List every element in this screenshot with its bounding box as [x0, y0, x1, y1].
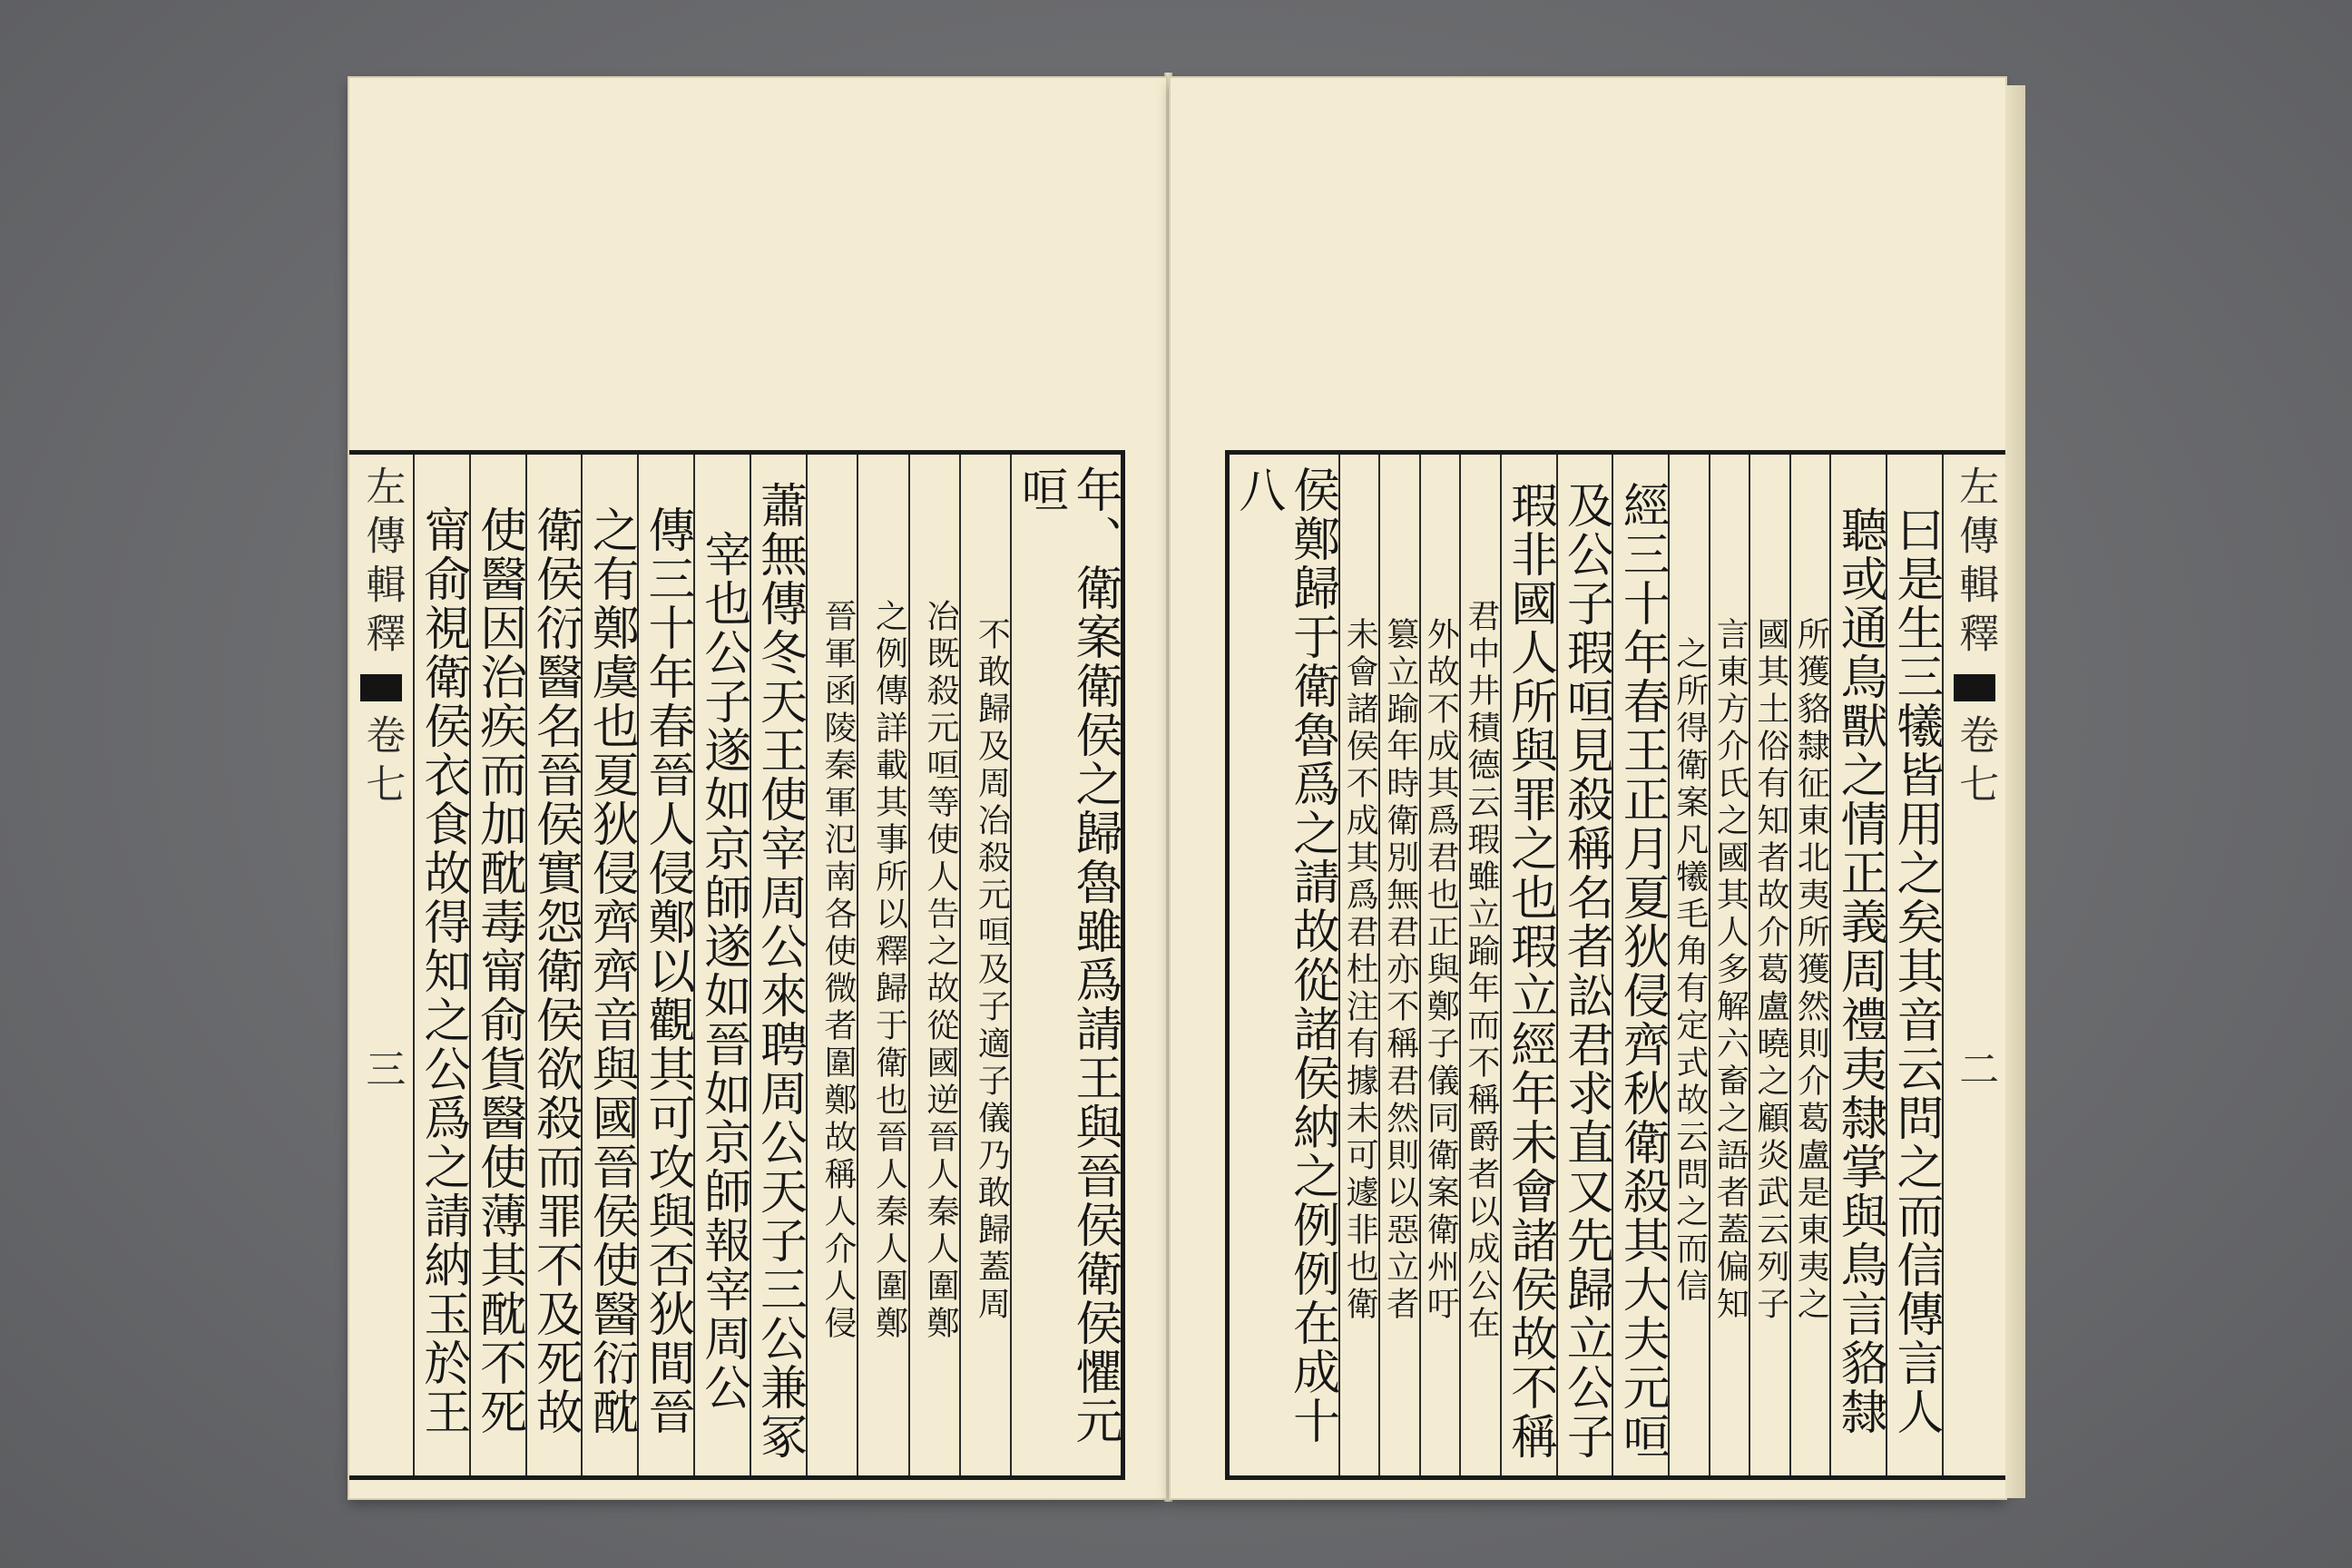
right-text-frame — [1225, 450, 2005, 1480]
right-text-column: 聽或通鳥獸之情正義周禮夷隸掌與鳥言貉隸 — [1829, 455, 1886, 1475]
left-text-column: 傳三十年春晉人侵鄭以觀其可攻與否狄間晉 — [637, 455, 693, 1475]
left-text-column: 蕭無傳冬天王使宰周公來聘周公天子三公兼冢 — [750, 455, 806, 1475]
left-text-column: 宰也公子遂如京師遂如晉如京師報宰周公 — [693, 455, 750, 1475]
right-text-column: 君中井積德云瑕雖立踰年而不稱爵者以成公在 — [1459, 455, 1500, 1475]
left-text-column: 甯俞視衛侯衣食故得知之公爲之請納玉於王 — [413, 455, 469, 1475]
left-text-column: 衛侯衍醫名晉侯實怨衛侯欲殺而罪不及死故 — [525, 455, 582, 1475]
left-text-frame — [349, 450, 1125, 1480]
left-text-column: 冶既殺元咺等使人告之故從國逆晉人秦人圍鄭 — [908, 455, 959, 1475]
right-text-column: 未會諸侯不成其爲君杜注有據未可遽非也衛 — [1338, 455, 1379, 1475]
right-columns — [1230, 455, 2005, 1475]
left-columns — [349, 455, 1121, 1475]
right-text-column: 之所得衛案凡犧毛角有定式故云問之而信 — [1668, 455, 1709, 1475]
fishtail-marker — [1954, 674, 1995, 701]
right-text-column: 外故不成其爲君也正與鄭子儀同衛案衛州吁 — [1419, 455, 1460, 1475]
right-text-column: 國其土俗有知者故介葛盧曉之顧炎武云列子 — [1749, 455, 1789, 1475]
left-volume-number: 卷七 — [358, 714, 406, 812]
right-text-column: 經三十年春王正月夏狄侵齊秋衛殺其大夫元咺 — [1612, 455, 1668, 1475]
left-text-column: 不敢歸及周冶殺元咺及子適子儀乃敢歸蓋周 — [959, 455, 1010, 1475]
left-page-number: 三 — [358, 1048, 406, 1097]
right-text-column: 所獲貉隸征東北夷所獲然則介葛盧是東夷之 — [1789, 455, 1830, 1475]
left-text-column: 使醫因治疾而加酖毒甯俞貨醫使薄其酖不死 — [469, 455, 525, 1475]
left-text-column: 年、衛案衛侯之歸魯雖爲請王與晉侯衛侯懼元咺 — [1010, 455, 1121, 1475]
right-book-title: 左傳輯釋 — [1952, 466, 1999, 662]
right-text-column: 篡立踰年時衛別無君亦不稱君然則以惡立者 — [1378, 455, 1419, 1475]
right-text-column: 言東方介氏之國其人多解六畜之語者蓋偏知 — [1709, 455, 1749, 1475]
left-text-column: 之例傳詳載其事所以釋歸于衛也晉人秦人圍鄭 — [857, 455, 907, 1475]
left-text-column: 晉軍函陵秦軍氾南各使微者圍鄭故稱人介人侵 — [806, 455, 857, 1475]
fishtail-marker — [360, 674, 402, 701]
left-page — [349, 78, 1166, 1498]
right-text-column: 侯鄭歸于衛魯爲之請故從諸侯納之例例在成十八 — [1230, 466, 1339, 1446]
right-page-number: 二 — [1952, 1048, 1999, 1097]
right-text-column: 瑕非國人所與罪之也瑕立經年未會諸侯故不稱 — [1500, 455, 1556, 1475]
right-text-column: 及公子瑕咺見殺稱名者訟君求直又先歸立公子 — [1556, 455, 1612, 1475]
left-gutter-margin — [349, 455, 413, 1475]
right-gutter-margin — [1942, 455, 2005, 1475]
left-book-title: 左傳輯釋 — [358, 466, 406, 662]
right-text-column: 曰是生三犧皆用之矣其音云問之而信傳言人 — [1886, 455, 1942, 1475]
right-page — [1171, 78, 2005, 1498]
right-volume-number: 卷七 — [1952, 714, 1999, 812]
left-text-column: 之有鄭虞也夏狄侵齊齊音與國晉侯使醫衍酖 — [581, 455, 637, 1475]
